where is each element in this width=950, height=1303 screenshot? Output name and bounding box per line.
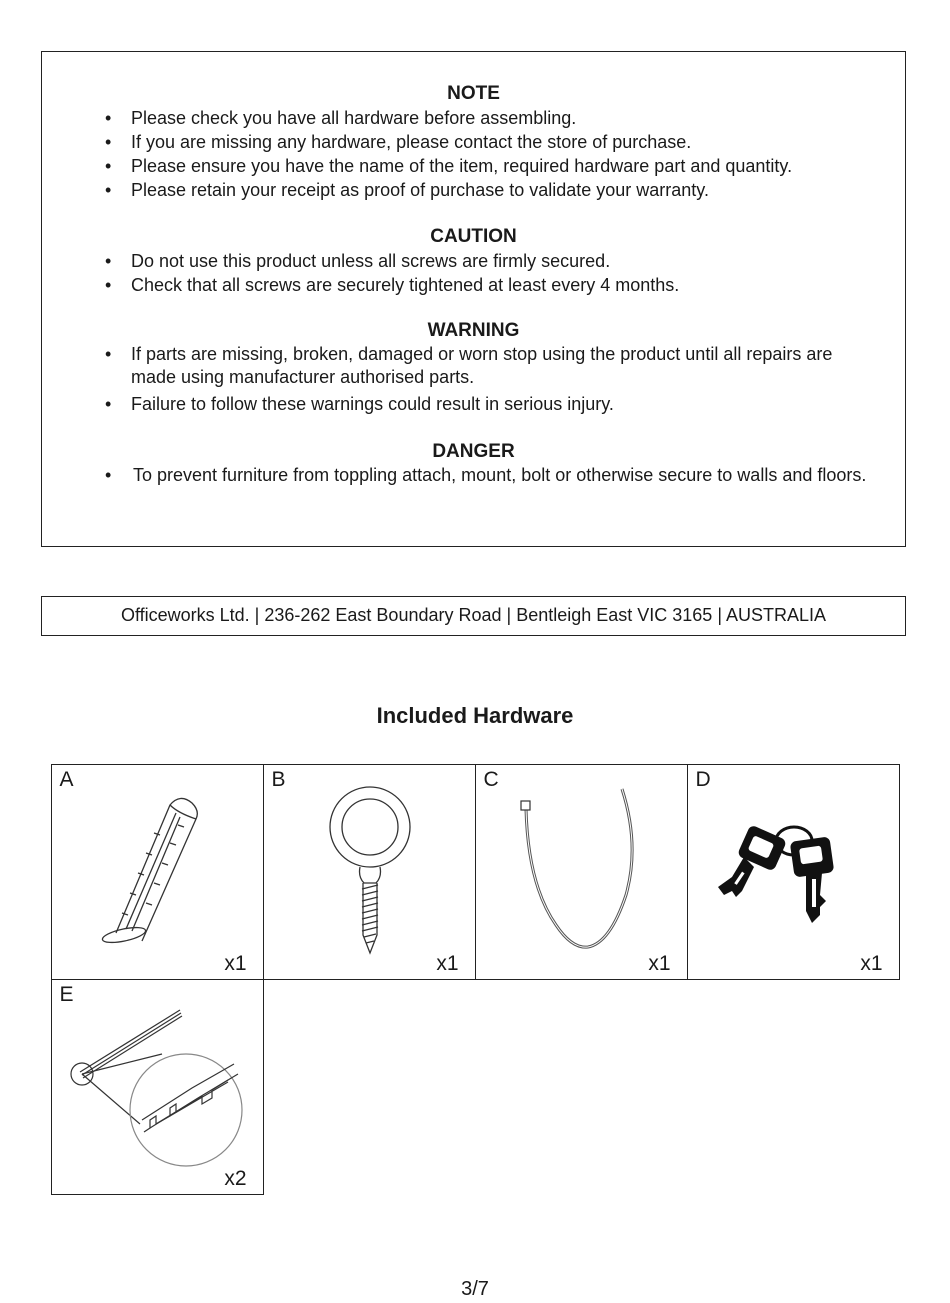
danger-heading: DANGER — [432, 441, 515, 462]
rail-strip-icon — [52, 980, 264, 1195]
hardware-cell-c — [475, 764, 688, 980]
part-quantity: x1 — [648, 951, 671, 975]
warning-heading: WARNING — [427, 320, 520, 341]
hardware-grid — [51, 764, 899, 1194]
note-heading: NOTE — [447, 83, 500, 104]
company-address: Officeworks Ltd. | 236-262 East Boundary Road | Bentleigh East VIC 3165 | AUSTRALIA — [41, 596, 906, 636]
list-item: • If you are missing any hardware, please contact the store of purchase. — [105, 132, 692, 152]
part-quantity: x1 — [436, 951, 459, 975]
part-quantity: x2 — [224, 1166, 247, 1190]
hardware-cell-b — [263, 764, 476, 980]
list-item: • Please ensure you have the name of the item, required hardware part and quantity. — [105, 156, 793, 176]
caution-heading: CAUTION — [430, 226, 517, 247]
list-item: • Failure to follow these warnings could result in serious injury. — [105, 394, 614, 414]
danger-section — [42, 440, 905, 487]
part-letter: D — [695, 767, 711, 791]
list-item: • If parts are missing, broken, damaged or worn stop using the product until all repairs are made using manufacturer authorised parts. — [105, 344, 833, 387]
hardware-cell-a — [51, 764, 264, 980]
caution-section — [42, 225, 905, 297]
cable-tie-icon — [476, 765, 688, 980]
warning-section — [42, 319, 905, 416]
part-quantity: x1 — [224, 951, 247, 975]
list-item: • Please check you have all hardware before assembling. — [105, 108, 577, 128]
part-letter: A — [59, 767, 74, 791]
keys-icon — [688, 765, 900, 980]
note-section — [42, 82, 905, 202]
part-letter: E — [59, 982, 74, 1006]
safety-notice-box — [41, 51, 906, 547]
hardware-title: Included Hardware — [376, 703, 574, 728]
wall-plug-icon — [52, 765, 264, 980]
part-letter: B — [271, 767, 286, 791]
part-quantity: x1 — [860, 951, 883, 975]
hardware-cell-d — [687, 764, 900, 980]
page-number: 3/7 — [461, 1278, 489, 1300]
hardware-cell-e — [51, 979, 264, 1195]
list-item: • Please retain your receipt as proof of purchase to validate your warranty. — [105, 180, 709, 200]
list-item: • To prevent furniture from toppling attach, mount, bolt or otherwise secure to walls and floors. — [105, 465, 867, 485]
eye-bolt-icon — [264, 765, 476, 980]
part-letter: C — [483, 767, 499, 791]
list-item: • Do not use this product unless all screws are firmly secured. — [105, 251, 611, 271]
list-item: • Check that all screws are securely tightened at least every 4 months. — [105, 275, 680, 295]
